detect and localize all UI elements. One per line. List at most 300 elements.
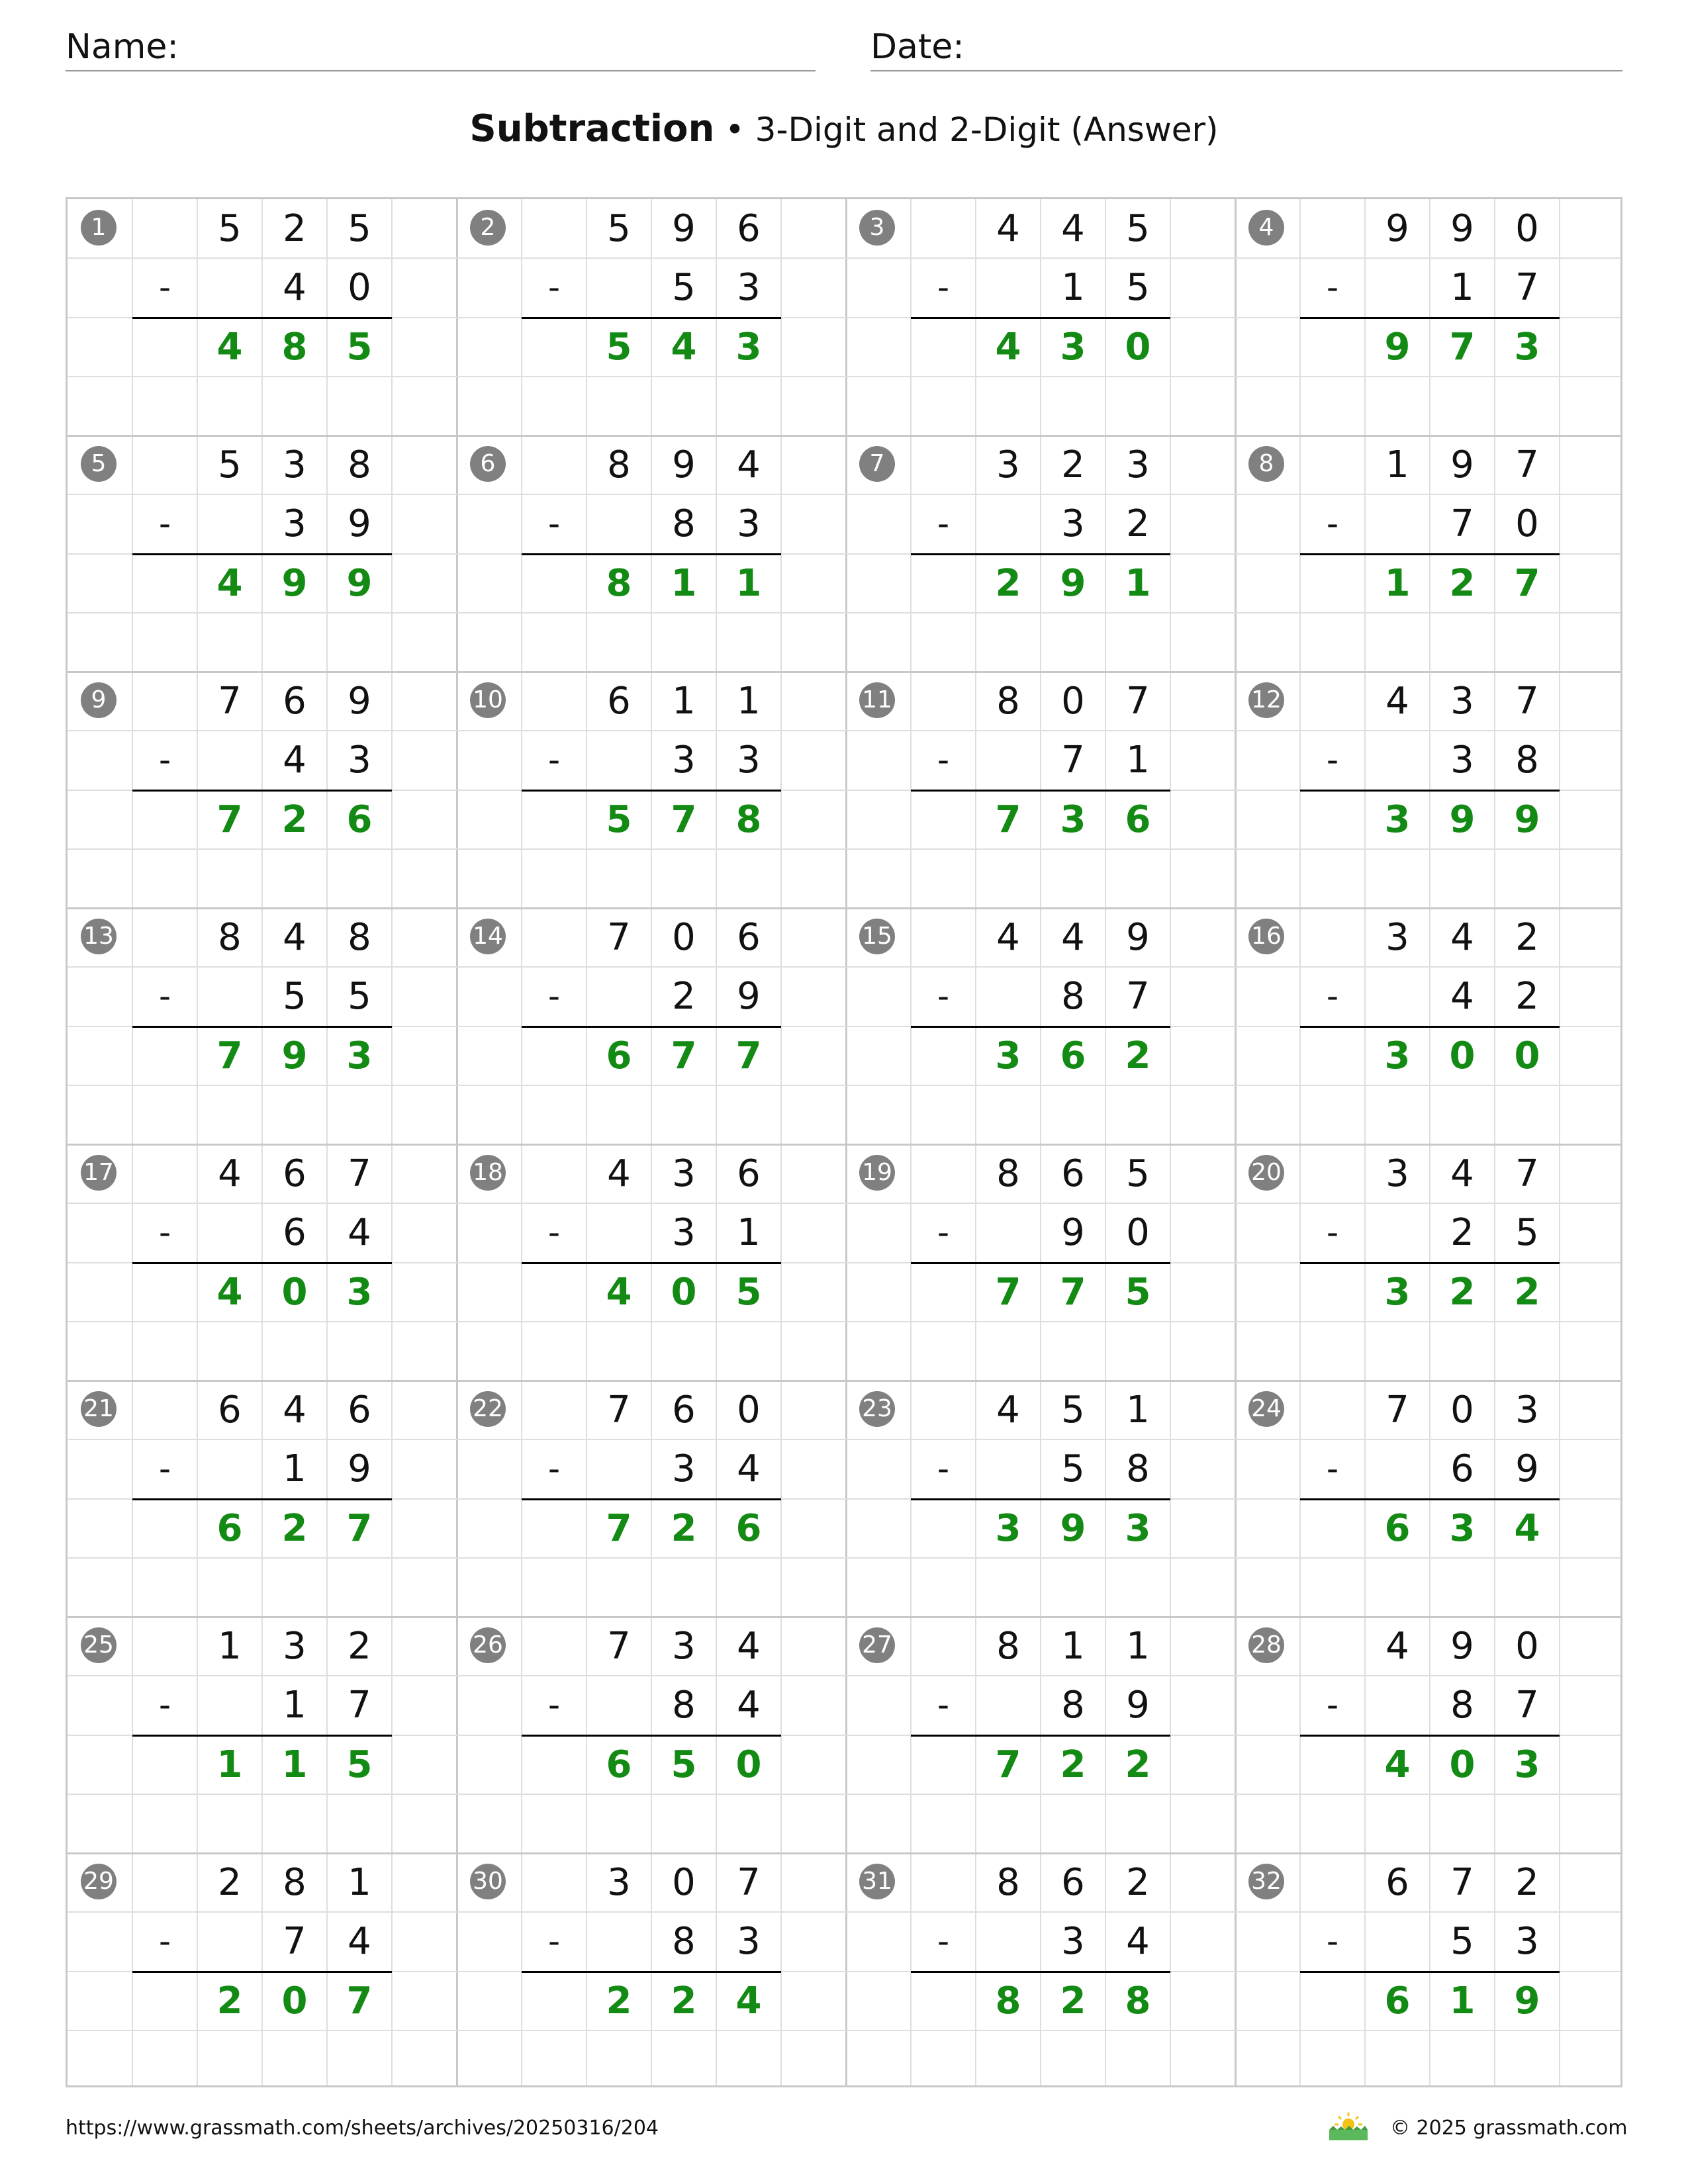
subtrahend-digit: 1 bbox=[1126, 739, 1150, 782]
subtrahend-digit: 7 bbox=[1515, 1684, 1539, 1727]
answer-digit: 0 bbox=[735, 1743, 762, 1786]
problem-2 bbox=[457, 199, 846, 435]
worksheet-title bbox=[0, 106, 1688, 153]
answer-digit: 2 bbox=[1060, 1979, 1086, 2023]
problem-27 bbox=[846, 1617, 1235, 1853]
minuend-digit: 2 bbox=[1515, 1861, 1539, 1904]
subtrahend-digit: 2 bbox=[1126, 502, 1150, 546]
answer-underline bbox=[522, 790, 781, 792]
minuend-digit: 4 bbox=[283, 916, 306, 959]
minus-operator: - bbox=[1326, 741, 1339, 780]
subtrahend-digit: 7 bbox=[1515, 266, 1539, 310]
answer-digit: 3 bbox=[1449, 1506, 1476, 1550]
subtrahend-digit: 5 bbox=[1450, 1920, 1474, 1964]
answer-digit: 3 bbox=[346, 1270, 373, 1314]
answer-digit: 5 bbox=[671, 1743, 697, 1786]
minuend-digit: 9 bbox=[1126, 916, 1150, 959]
answer-digit: 1 bbox=[1384, 561, 1411, 605]
answer-underline bbox=[1300, 1026, 1560, 1028]
problem-number-badge: 7 bbox=[859, 446, 895, 482]
answer-digit: 1 bbox=[216, 1743, 243, 1786]
minuend-digit: 5 bbox=[1061, 1388, 1085, 1432]
minuend-digit: 3 bbox=[1515, 1388, 1539, 1432]
subtrahend-digit: 8 bbox=[1450, 1684, 1474, 1727]
minuend-digit: 7 bbox=[1385, 1388, 1409, 1432]
subtrahend-digit: 2 bbox=[1450, 1211, 1474, 1255]
answer-digit: 2 bbox=[281, 1506, 308, 1550]
problem-number-badge: 10 bbox=[470, 682, 506, 718]
minuend-digit: 7 bbox=[218, 680, 242, 723]
subtrahend-digit: 8 bbox=[672, 1920, 696, 1964]
subtrahend-digit: 8 bbox=[1126, 1447, 1150, 1491]
answer-underline bbox=[1300, 1498, 1560, 1500]
minuend-digit: 9 bbox=[672, 207, 696, 250]
minuend-digit: 7 bbox=[607, 1388, 631, 1432]
subtrahend-digit: 4 bbox=[348, 1211, 371, 1255]
subtrahend-digit: 2 bbox=[672, 975, 696, 1019]
name-label: Name: bbox=[66, 27, 179, 67]
minuend-digit: 3 bbox=[283, 443, 306, 486]
minuend-digit: 3 bbox=[672, 1625, 696, 1668]
answer-underline bbox=[132, 1026, 392, 1028]
problem-6 bbox=[457, 435, 846, 672]
problem-number-badge: 16 bbox=[1248, 919, 1284, 954]
minuend-digit: 2 bbox=[348, 1625, 371, 1668]
subtrahend-digit: 8 bbox=[1515, 739, 1539, 782]
answer-digit: 3 bbox=[995, 1506, 1021, 1550]
minus-operator: - bbox=[158, 268, 171, 307]
answer-digit: 2 bbox=[1449, 1270, 1476, 1314]
subtrahend-digit: 3 bbox=[672, 1447, 696, 1491]
answer-digit: 9 bbox=[346, 561, 373, 605]
subtrahend-digit: 4 bbox=[348, 1920, 371, 1964]
minuend-digit: 1 bbox=[1126, 1625, 1150, 1668]
problem-14 bbox=[457, 908, 846, 1144]
subtrahend-digit: 4 bbox=[737, 1447, 761, 1491]
answer-digit: 6 bbox=[1384, 1979, 1411, 2023]
grass-logo-icon bbox=[1327, 2111, 1370, 2142]
subtrahend-digit: 8 bbox=[1061, 1684, 1085, 1727]
minuend-digit: 1 bbox=[1061, 1625, 1085, 1668]
minuend-digit: 9 bbox=[1450, 443, 1474, 486]
minuend-digit: 8 bbox=[996, 680, 1020, 723]
minuend-digit: 4 bbox=[996, 1388, 1020, 1432]
subtrahend-digit: 6 bbox=[283, 1211, 306, 1255]
minuend-digit: 6 bbox=[348, 1388, 371, 1432]
minuend-digit: 6 bbox=[737, 207, 761, 250]
answer-digit: 5 bbox=[1125, 1270, 1151, 1314]
subtrahend-digit: 1 bbox=[1061, 266, 1085, 310]
minuend-digit: 6 bbox=[283, 1152, 306, 1195]
problem-number-badge: 26 bbox=[470, 1627, 506, 1663]
problem-number-badge: 31 bbox=[859, 1864, 895, 1899]
answer-digit: 7 bbox=[995, 797, 1021, 841]
answer-digit: 0 bbox=[281, 1979, 308, 2023]
answer-digit: 0 bbox=[281, 1270, 308, 1314]
problem-number-badge: 17 bbox=[81, 1155, 117, 1191]
problem-number-badge: 2 bbox=[470, 210, 506, 246]
minuend-digit: 3 bbox=[996, 443, 1020, 486]
answer-underline bbox=[132, 1971, 392, 1973]
answer-digit: 1 bbox=[1449, 1979, 1476, 2023]
subtrahend-digit: 7 bbox=[348, 1684, 371, 1727]
answer-digit: 4 bbox=[216, 561, 243, 605]
answer-digit: 2 bbox=[995, 561, 1021, 605]
minuend-digit: 6 bbox=[737, 916, 761, 959]
subtrahend-digit: 3 bbox=[672, 739, 696, 782]
problem-number-badge: 3 bbox=[859, 210, 895, 246]
minuend-digit: 8 bbox=[348, 916, 371, 959]
minuend-digit: 1 bbox=[348, 1861, 371, 1904]
answer-underline bbox=[911, 1026, 1170, 1028]
minuend-digit: 1 bbox=[1385, 443, 1409, 486]
answer-underline bbox=[522, 1735, 781, 1737]
problem-10 bbox=[457, 672, 846, 908]
minuend-digit: 4 bbox=[737, 1625, 761, 1668]
answer-underline bbox=[911, 1735, 1170, 1737]
answer-digit: 4 bbox=[735, 1979, 762, 2023]
problem-number-badge: 13 bbox=[81, 919, 117, 954]
answer-underline bbox=[911, 1498, 1170, 1500]
subtrahend-digit: 3 bbox=[1450, 739, 1474, 782]
minuend-digit: 7 bbox=[1515, 443, 1539, 486]
subtrahend-digit: 9 bbox=[1126, 1684, 1150, 1727]
answer-underline bbox=[1300, 553, 1560, 555]
footer-copyright: © 2025 grassmath.com bbox=[1390, 2116, 1628, 2140]
minuend-digit: 4 bbox=[737, 443, 761, 486]
minus-operator: - bbox=[937, 1213, 950, 1252]
answer-digit: 7 bbox=[995, 1270, 1021, 1314]
problem-number-badge: 4 bbox=[1248, 210, 1284, 246]
problem-18 bbox=[457, 1144, 846, 1381]
minuend-digit: 3 bbox=[1385, 916, 1409, 959]
problem-number-badge: 9 bbox=[81, 682, 117, 718]
answer-underline bbox=[522, 553, 781, 555]
minus-operator: - bbox=[937, 741, 950, 780]
answer-digit: 2 bbox=[1060, 1743, 1086, 1786]
problem-5 bbox=[68, 435, 457, 672]
answer-underline bbox=[1300, 790, 1560, 792]
minus-operator: - bbox=[158, 1213, 171, 1252]
answer-underline bbox=[132, 1735, 392, 1737]
answer-digit: 2 bbox=[1125, 1034, 1151, 1077]
problem-17 bbox=[68, 1144, 457, 1381]
answer-digit: 7 bbox=[671, 797, 697, 841]
minuend-digit: 0 bbox=[1515, 1625, 1539, 1668]
subtrahend-digit: 7 bbox=[283, 1920, 306, 1964]
minuend-digit: 6 bbox=[607, 680, 631, 723]
minuend-digit: 2 bbox=[1061, 443, 1085, 486]
minuend-digit: 9 bbox=[1450, 1625, 1474, 1668]
minuend-digit: 5 bbox=[1126, 207, 1150, 250]
answer-digit: 8 bbox=[606, 561, 632, 605]
minus-operator: - bbox=[937, 1449, 950, 1488]
answer-digit: 7 bbox=[1514, 561, 1540, 605]
minus-operator: - bbox=[937, 977, 950, 1016]
minuend-digit: 8 bbox=[283, 1861, 306, 1904]
problem-23 bbox=[846, 1381, 1235, 1617]
minuend-digit: 4 bbox=[607, 1152, 631, 1195]
subtrahend-digit: 5 bbox=[283, 975, 306, 1019]
problem-1 bbox=[68, 199, 457, 435]
minus-operator: - bbox=[937, 504, 950, 543]
minuend-digit: 3 bbox=[1385, 1152, 1409, 1195]
answer-digit: 6 bbox=[346, 797, 373, 841]
minuend-digit: 4 bbox=[1385, 1625, 1409, 1668]
minus-operator: - bbox=[547, 268, 561, 307]
answer-digit: 6 bbox=[735, 1506, 762, 1550]
problem-number-badge: 8 bbox=[1248, 446, 1284, 482]
subtrahend-digit: 3 bbox=[737, 1920, 761, 1964]
answer-digit: 5 bbox=[606, 325, 632, 369]
minuend-digit: 6 bbox=[737, 1152, 761, 1195]
subtrahend-digit: 0 bbox=[348, 266, 371, 310]
minuend-digit: 0 bbox=[672, 916, 696, 959]
minuend-digit: 8 bbox=[218, 916, 242, 959]
answer-underline bbox=[911, 553, 1170, 555]
answer-digit: 9 bbox=[281, 1034, 308, 1077]
problem-number-badge: 19 bbox=[859, 1155, 895, 1191]
answer-digit: 0 bbox=[671, 1270, 697, 1314]
minuend-digit: 5 bbox=[1126, 1152, 1150, 1195]
answer-underline bbox=[1300, 1735, 1560, 1737]
answer-digit: 6 bbox=[216, 1506, 243, 1550]
name-field[interactable] bbox=[66, 24, 816, 71]
answer-digit: 4 bbox=[1514, 1506, 1540, 1550]
answer-underline bbox=[522, 1262, 781, 1264]
answer-digit: 0 bbox=[1125, 325, 1151, 369]
minuend-digit: 2 bbox=[218, 1861, 242, 1904]
subtrahend-digit: 4 bbox=[283, 266, 306, 310]
answer-digit: 5 bbox=[735, 1270, 762, 1314]
minuend-digit: 9 bbox=[1450, 207, 1474, 250]
problem-number-badge: 12 bbox=[1248, 682, 1284, 718]
minus-operator: - bbox=[1326, 504, 1339, 543]
problem-number-badge: 23 bbox=[859, 1391, 895, 1427]
problem-number-badge: 28 bbox=[1248, 1627, 1284, 1663]
problem-4 bbox=[1235, 199, 1624, 435]
answer-digit: 3 bbox=[346, 1034, 373, 1077]
minuend-digit: 4 bbox=[1061, 916, 1085, 959]
minuend-digit: 4 bbox=[283, 1388, 306, 1432]
answer-digit: 3 bbox=[1384, 797, 1411, 841]
answer-digit: 7 bbox=[216, 797, 243, 841]
minuend-digit: 2 bbox=[1126, 1861, 1150, 1904]
minuend-digit: 7 bbox=[607, 1625, 631, 1668]
minuend-digit: 9 bbox=[672, 443, 696, 486]
problem-21 bbox=[68, 1381, 457, 1617]
minuend-digit: 4 bbox=[996, 207, 1020, 250]
minus-operator: - bbox=[937, 268, 950, 307]
answer-underline bbox=[911, 317, 1170, 319]
minus-operator: - bbox=[158, 1686, 171, 1725]
answer-underline bbox=[1300, 317, 1560, 319]
answer-digit: 2 bbox=[216, 1979, 243, 2023]
minuend-digit: 8 bbox=[996, 1152, 1020, 1195]
subtrahend-digit: 1 bbox=[283, 1684, 306, 1727]
minuend-digit: 1 bbox=[737, 680, 761, 723]
minuend-digit: 2 bbox=[283, 207, 306, 250]
subtrahend-digit: 7 bbox=[1126, 975, 1150, 1019]
minuend-digit: 6 bbox=[1385, 1861, 1409, 1904]
minuend-digit: 3 bbox=[283, 1625, 306, 1668]
minuend-digit: 2 bbox=[1515, 916, 1539, 959]
answer-digit: 8 bbox=[995, 1979, 1021, 2023]
subtrahend-digit: 7 bbox=[1061, 739, 1085, 782]
answer-digit: 4 bbox=[1384, 1743, 1411, 1786]
answer-digit: 7 bbox=[995, 1743, 1021, 1786]
answer-digit: 7 bbox=[346, 1506, 373, 1550]
problem-number-badge: 15 bbox=[859, 919, 895, 954]
minuend-digit: 6 bbox=[283, 680, 306, 723]
answer-digit: 1 bbox=[735, 561, 762, 605]
subtrahend-digit: 4 bbox=[1126, 1920, 1150, 1964]
minus-operator: - bbox=[158, 1449, 171, 1488]
problem-number-badge: 24 bbox=[1248, 1391, 1284, 1427]
answer-digit: 6 bbox=[1060, 1034, 1086, 1077]
answer-underline bbox=[132, 1498, 392, 1500]
problem-28 bbox=[1235, 1617, 1624, 1853]
subtrahend-digit: 9 bbox=[348, 502, 371, 546]
minuend-digit: 9 bbox=[348, 680, 371, 723]
subtrahend-digit: 3 bbox=[1061, 502, 1085, 546]
answer-digit: 9 bbox=[1514, 797, 1540, 841]
answer-digit: 0 bbox=[1449, 1034, 1476, 1077]
subtrahend-digit: 2 bbox=[1515, 975, 1539, 1019]
problem-32 bbox=[1235, 1853, 1624, 2089]
problem-number-badge: 22 bbox=[470, 1391, 506, 1427]
subtrahend-digit: 3 bbox=[672, 1211, 696, 1255]
answer-digit: 4 bbox=[995, 325, 1021, 369]
subtrahend-digit: 9 bbox=[737, 975, 761, 1019]
minuend-digit: 7 bbox=[737, 1861, 761, 1904]
answer-digit: 2 bbox=[606, 1979, 632, 2023]
answer-digit: 3 bbox=[735, 325, 762, 369]
date-label: Date: bbox=[870, 27, 964, 67]
problem-13 bbox=[68, 908, 457, 1144]
answer-digit: 3 bbox=[1384, 1270, 1411, 1314]
minuend-digit: 0 bbox=[737, 1388, 761, 1432]
problem-number-badge: 18 bbox=[470, 1155, 506, 1191]
answer-underline bbox=[1300, 1262, 1560, 1264]
problem-number-badge: 32 bbox=[1248, 1864, 1284, 1899]
minuend-digit: 5 bbox=[348, 207, 371, 250]
subtrahend-digit: 3 bbox=[737, 266, 761, 310]
minus-operator: - bbox=[1326, 1922, 1339, 1961]
problem-24 bbox=[1235, 1381, 1624, 1617]
minuend-digit: 4 bbox=[1061, 207, 1085, 250]
answer-digit: 7 bbox=[606, 1506, 632, 1550]
answer-digit: 8 bbox=[281, 325, 308, 369]
problem-11 bbox=[846, 672, 1235, 908]
answer-digit: 3 bbox=[995, 1034, 1021, 1077]
minuend-digit: 4 bbox=[1450, 1152, 1474, 1195]
answer-digit: 9 bbox=[1060, 1506, 1086, 1550]
problem-number-badge: 6 bbox=[470, 446, 506, 482]
minuend-digit: 1 bbox=[218, 1625, 242, 1668]
subtrahend-digit: 6 bbox=[1450, 1447, 1474, 1491]
minus-operator: - bbox=[158, 1922, 171, 1961]
answer-digit: 4 bbox=[216, 325, 243, 369]
minuend-digit: 8 bbox=[996, 1625, 1020, 1668]
minuend-digit: 4 bbox=[1385, 680, 1409, 723]
problem-number-badge: 21 bbox=[81, 1391, 117, 1427]
answer-digit: 6 bbox=[606, 1743, 632, 1786]
subtrahend-digit: 3 bbox=[1515, 1920, 1539, 1964]
answer-digit: 6 bbox=[606, 1034, 632, 1077]
problem-20 bbox=[1235, 1144, 1624, 1381]
minuend-digit: 0 bbox=[1515, 207, 1539, 250]
answer-digit: 2 bbox=[671, 1979, 697, 2023]
subtrahend-digit: 5 bbox=[348, 975, 371, 1019]
subtrahend-digit: 1 bbox=[737, 1211, 761, 1255]
minuend-digit: 0 bbox=[1061, 680, 1085, 723]
problem-30 bbox=[457, 1853, 846, 2089]
subtrahend-digit: 8 bbox=[672, 502, 696, 546]
answer-digit: 5 bbox=[346, 325, 373, 369]
subtrahend-digit: 3 bbox=[737, 502, 761, 546]
answer-digit: 3 bbox=[1514, 1743, 1540, 1786]
problem-25 bbox=[68, 1617, 457, 1853]
minuend-digit: 6 bbox=[672, 1388, 696, 1432]
subtrahend-digit: 8 bbox=[1061, 975, 1085, 1019]
subtrahend-digit: 3 bbox=[283, 502, 306, 546]
answer-digit: 3 bbox=[1125, 1506, 1151, 1550]
subtrahend-digit: 0 bbox=[1126, 1211, 1150, 1255]
minuend-digit: 6 bbox=[1061, 1152, 1085, 1195]
answer-digit: 8 bbox=[735, 797, 762, 841]
answer-digit: 3 bbox=[1060, 797, 1086, 841]
answer-digit: 5 bbox=[346, 1743, 373, 1786]
problem-number-badge: 1 bbox=[81, 210, 117, 246]
answer-underline bbox=[522, 1971, 781, 1973]
minus-operator: - bbox=[158, 741, 171, 780]
problem-3 bbox=[846, 199, 1235, 435]
problem-number-badge: 30 bbox=[470, 1864, 506, 1899]
answer-underline bbox=[132, 790, 392, 792]
title-sub: • 3-Digit and 2-Digit (Answer) bbox=[714, 111, 1219, 149]
problem-26 bbox=[457, 1617, 846, 1853]
footer-url[interactable]: https://www.grassmath.com/sheets/archives/20250316/204 bbox=[66, 2116, 659, 2140]
subtrahend-digit: 5 bbox=[1061, 1447, 1085, 1491]
date-field[interactable] bbox=[870, 24, 1622, 71]
minuend-digit: 9 bbox=[1385, 207, 1409, 250]
minuend-digit: 1 bbox=[1126, 1388, 1150, 1432]
problem-22 bbox=[457, 1381, 846, 1617]
answer-underline bbox=[1300, 1971, 1560, 1973]
answer-digit: 1 bbox=[281, 1743, 308, 1786]
minus-operator: - bbox=[158, 977, 171, 1016]
answer-digit: 5 bbox=[606, 797, 632, 841]
subtrahend-digit: 5 bbox=[1515, 1211, 1539, 1255]
subtrahend-digit: 9 bbox=[1061, 1211, 1085, 1255]
problem-number-badge: 29 bbox=[81, 1864, 117, 1899]
subtrahend-digit: 0 bbox=[1515, 502, 1539, 546]
problem-number-badge: 11 bbox=[859, 682, 895, 718]
minus-operator: - bbox=[158, 504, 171, 543]
minuend-digit: 1 bbox=[672, 680, 696, 723]
minus-operator: - bbox=[1326, 977, 1339, 1016]
minuend-digit: 7 bbox=[1450, 1861, 1474, 1904]
answer-digit: 9 bbox=[1060, 561, 1086, 605]
minuend-digit: 4 bbox=[218, 1152, 242, 1195]
subtrahend-digit: 9 bbox=[348, 1447, 371, 1491]
subtrahend-digit: 4 bbox=[283, 739, 306, 782]
answer-digit: 1 bbox=[1125, 561, 1151, 605]
minuend-digit: 3 bbox=[1126, 443, 1150, 486]
answer-digit: 3 bbox=[1514, 325, 1540, 369]
minuend-digit: 8 bbox=[607, 443, 631, 486]
